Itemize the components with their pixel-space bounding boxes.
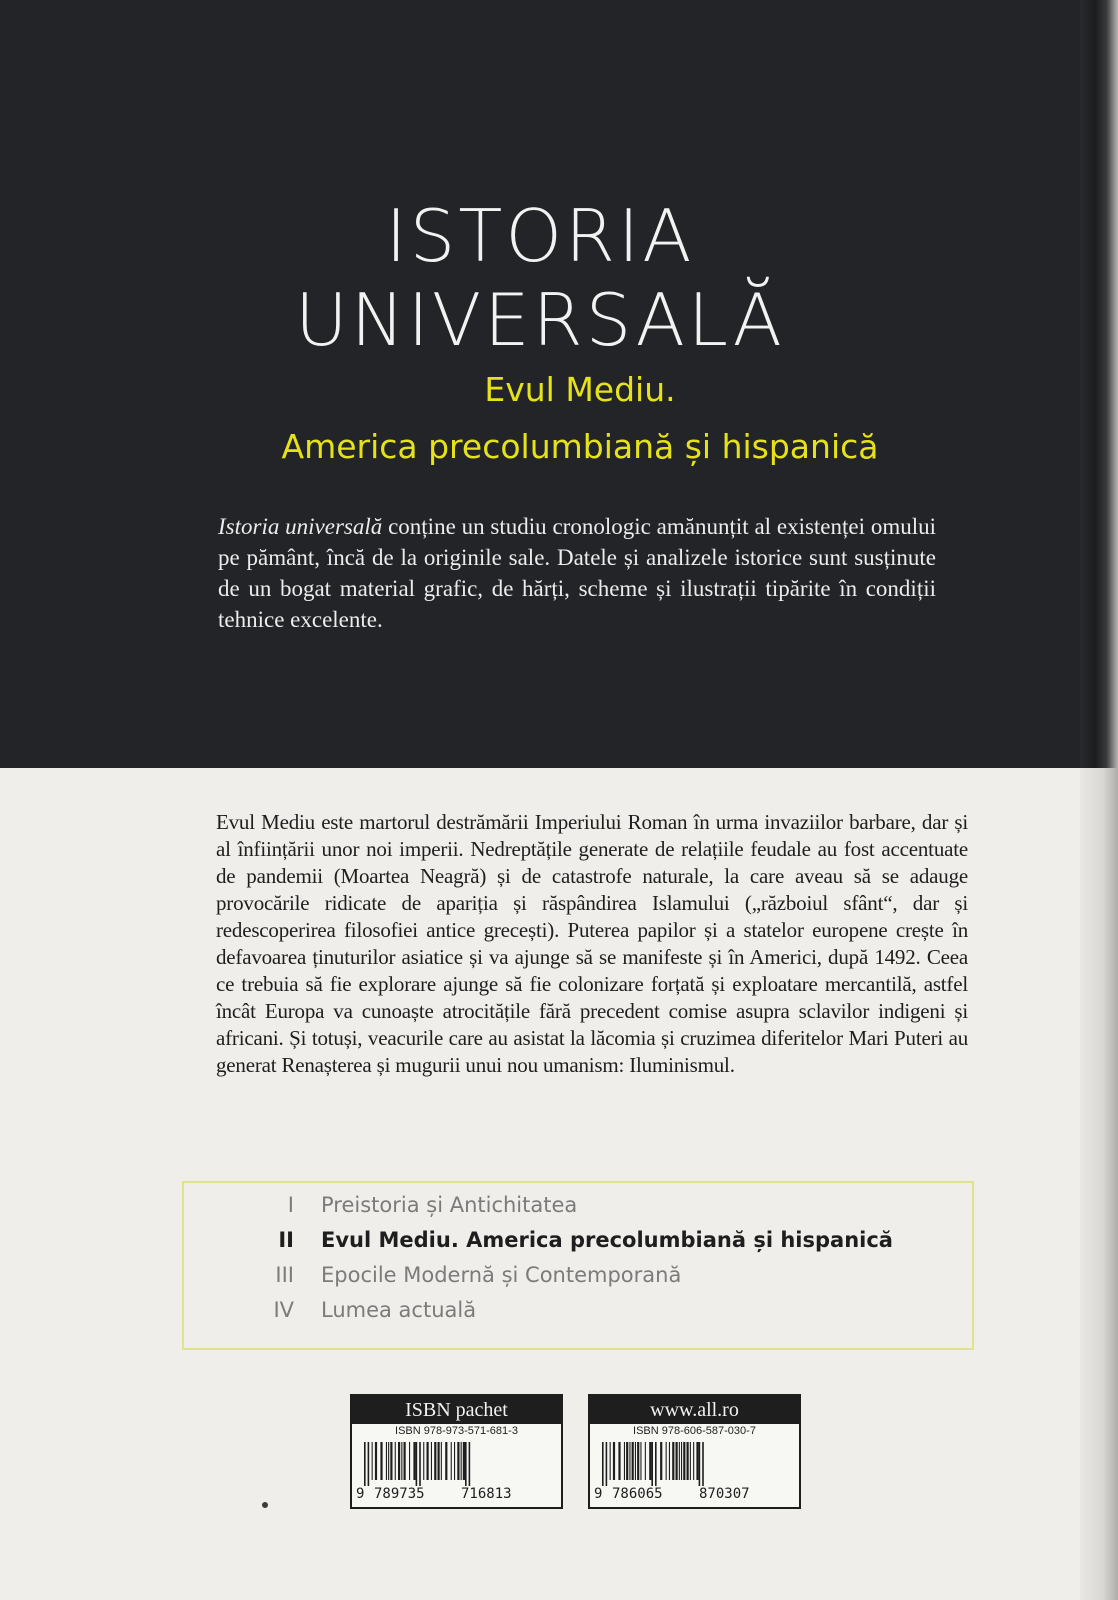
barcode-bar bbox=[398, 1442, 400, 1480]
barcode-bar bbox=[438, 1442, 440, 1480]
series-name-italic: Istoria universală bbox=[218, 514, 383, 539]
volume-item bbox=[184, 1298, 976, 1332]
isbn-package-digits bbox=[356, 1486, 559, 1502]
barcode-bar bbox=[375, 1442, 377, 1480]
barcode-bar bbox=[386, 1442, 387, 1480]
barcode-guard-bar bbox=[469, 1442, 471, 1486]
barcode-digit-group: 870307 bbox=[699, 1486, 750, 1502]
barcode-bar bbox=[434, 1442, 436, 1480]
barcode-guard-bar bbox=[602, 1442, 604, 1486]
barcode-bar bbox=[672, 1442, 674, 1480]
barcode-bar bbox=[629, 1442, 630, 1480]
book-title-line-2: UNIVERSALĂ bbox=[295, 278, 785, 362]
barcode-bar bbox=[683, 1442, 685, 1480]
book-spine-edge-lower bbox=[1080, 768, 1118, 1600]
isbn-volume-code: ISBN 978-606-587-030-7 bbox=[633, 1425, 756, 1437]
barcode-bar bbox=[635, 1442, 636, 1480]
barcode-bar bbox=[640, 1442, 641, 1480]
volume-item-current bbox=[184, 1228, 976, 1262]
barcode-bar bbox=[388, 1442, 389, 1480]
volume-item bbox=[184, 1263, 976, 1297]
barcode-bar bbox=[693, 1442, 694, 1480]
volume-name: Preistoria și Antichitatea bbox=[321, 1193, 578, 1217]
series-description bbox=[218, 511, 936, 635]
barcode-guard-bar bbox=[416, 1442, 418, 1486]
barcode-bar bbox=[431, 1442, 432, 1480]
book-title-line-1: ISTORIA bbox=[385, 194, 695, 278]
volume-name: Lumea actuală bbox=[321, 1298, 477, 1322]
barcode-bar bbox=[690, 1442, 691, 1480]
barcode-guard-bar bbox=[419, 1442, 421, 1486]
barcode-bar bbox=[637, 1442, 639, 1480]
volume-item bbox=[184, 1193, 976, 1227]
barcode-bar bbox=[409, 1442, 410, 1480]
barcode-bar bbox=[626, 1442, 628, 1480]
volume-number: III bbox=[275, 1263, 294, 1287]
barcode-guard-bar bbox=[364, 1442, 366, 1486]
barcode-bar bbox=[660, 1442, 662, 1480]
series-description-text: conține un studiu cronologic amănunțit al existenței omului pe pământ, încă de la originile sale. Datele și analizele istorice sunt susținute de un bogat material grafic, de hărți, scheme și ilustrații tipărite în condiții tehnice excelente. bbox=[218, 514, 936, 632]
dark-top-panel bbox=[0, 0, 1080, 768]
barcode-digit-group: 9 bbox=[594, 1486, 603, 1502]
barcode-bar bbox=[666, 1442, 667, 1480]
barcode-bar bbox=[463, 1442, 465, 1480]
volume-name: Epocile Modernă și Contemporană bbox=[321, 1263, 682, 1287]
barcode-bar bbox=[632, 1442, 634, 1480]
barcode-bar bbox=[390, 1442, 392, 1480]
volume-number: II bbox=[278, 1228, 294, 1252]
barcode-guard-bar bbox=[465, 1442, 467, 1486]
barcode-bar bbox=[457, 1442, 459, 1480]
isbn-package-box bbox=[350, 1394, 563, 1509]
volume-number: I bbox=[287, 1193, 294, 1217]
barcode-guard-bar bbox=[655, 1442, 657, 1486]
barcode-bar bbox=[372, 1442, 373, 1480]
barcode-digit-group: 789735 bbox=[374, 1486, 425, 1502]
barcode-bar bbox=[687, 1442, 689, 1480]
volume-subtitle-line-2: America precolumbiană și hispanică bbox=[281, 427, 879, 466]
barcode-bar bbox=[676, 1442, 678, 1480]
barcode-bar bbox=[645, 1442, 646, 1480]
barcode-bar bbox=[454, 1442, 455, 1480]
barcode-guard-bar bbox=[606, 1442, 608, 1486]
isbn-package-code: ISBN 978-973-571-681-3 bbox=[395, 1425, 518, 1437]
barcode-bar bbox=[618, 1442, 620, 1480]
barcode-bar bbox=[395, 1442, 396, 1480]
barcode-guard-bar bbox=[368, 1442, 370, 1486]
barcode-bar bbox=[441, 1442, 442, 1480]
barcode-bar bbox=[380, 1442, 382, 1480]
barcode-bar bbox=[401, 1442, 402, 1480]
barcode-digit-group: 716813 bbox=[461, 1486, 512, 1502]
barcode-bar bbox=[427, 1442, 429, 1480]
barcode-bar bbox=[624, 1442, 625, 1480]
barcode-bar bbox=[445, 1442, 447, 1480]
isbn-package-barcode bbox=[362, 1442, 553, 1486]
barcode-digit-group: 9 bbox=[356, 1486, 365, 1502]
volume-subtitle-line-1: Evul Mediu. bbox=[484, 370, 676, 409]
barcode-bar bbox=[404, 1442, 406, 1480]
barcode-bar bbox=[610, 1442, 611, 1480]
series-volume-list bbox=[182, 1181, 974, 1350]
isbn-volume-box bbox=[588, 1394, 801, 1509]
volume-name: Evul Mediu. America precolumbiană și hispanică bbox=[321, 1228, 893, 1252]
barcode-bar bbox=[461, 1442, 462, 1480]
volume-number: IV bbox=[273, 1298, 294, 1322]
barcode-digit-group: 786065 bbox=[612, 1486, 663, 1502]
barcode-bar bbox=[669, 1442, 670, 1480]
barcode-bar bbox=[413, 1442, 415, 1480]
barcode-bar bbox=[613, 1442, 615, 1480]
barcode-guard-bar bbox=[699, 1442, 701, 1486]
print-speck bbox=[262, 1502, 268, 1508]
barcode-bar bbox=[451, 1442, 452, 1480]
volume-summary: Evul Mediu este martorul destrămării Imperiului Roman în urma invaziilor barbare, dar și al înființării unor noi imperii. Nedreptățile generate de relațiile feudale au fost accentuate de pandemii (Moartea Neagră) și de catastrofe naturale, la care aveau să se adauge provocările ridicate de apariția și răspândirea Islamului („războiul sfânt“, dar și redescoperirea filosofiei antice grecești). Puterea papilor și a statelor europene crește în defavoarea ținuturilor asiatice și va ajunge să se manifeste și în Americi, după 1492. Ceea ce trebuia să fie explorare ajunge să fie colonizare forțată și exploatare mercantilă, astfel încât Europa va cunoaște atrocitățile fără precedent comise asupra sclavilor indigeni și africani. Și totuși, veacurile care au asistat la lăcomia și cruzimea diferitelor Mari Puteri au generat Renașterea și mugurii unui nou umanism: Iluminismul. bbox=[216, 810, 968, 1077]
barcode-guard-bar bbox=[702, 1442, 704, 1486]
isbn-package-header: ISBN pachet bbox=[352, 1396, 561, 1424]
isbn-volume-digits bbox=[594, 1486, 797, 1502]
barcode-bar bbox=[679, 1442, 680, 1480]
barcode-bar bbox=[423, 1442, 424, 1480]
barcode-guard-bar bbox=[651, 1442, 653, 1486]
isbn-volume-barcode bbox=[600, 1442, 791, 1486]
barcode-bar bbox=[681, 1442, 682, 1480]
barcode-bar bbox=[649, 1442, 651, 1480]
publisher-website-header: www.all.ro bbox=[590, 1396, 799, 1424]
barcode-bar bbox=[696, 1442, 698, 1480]
